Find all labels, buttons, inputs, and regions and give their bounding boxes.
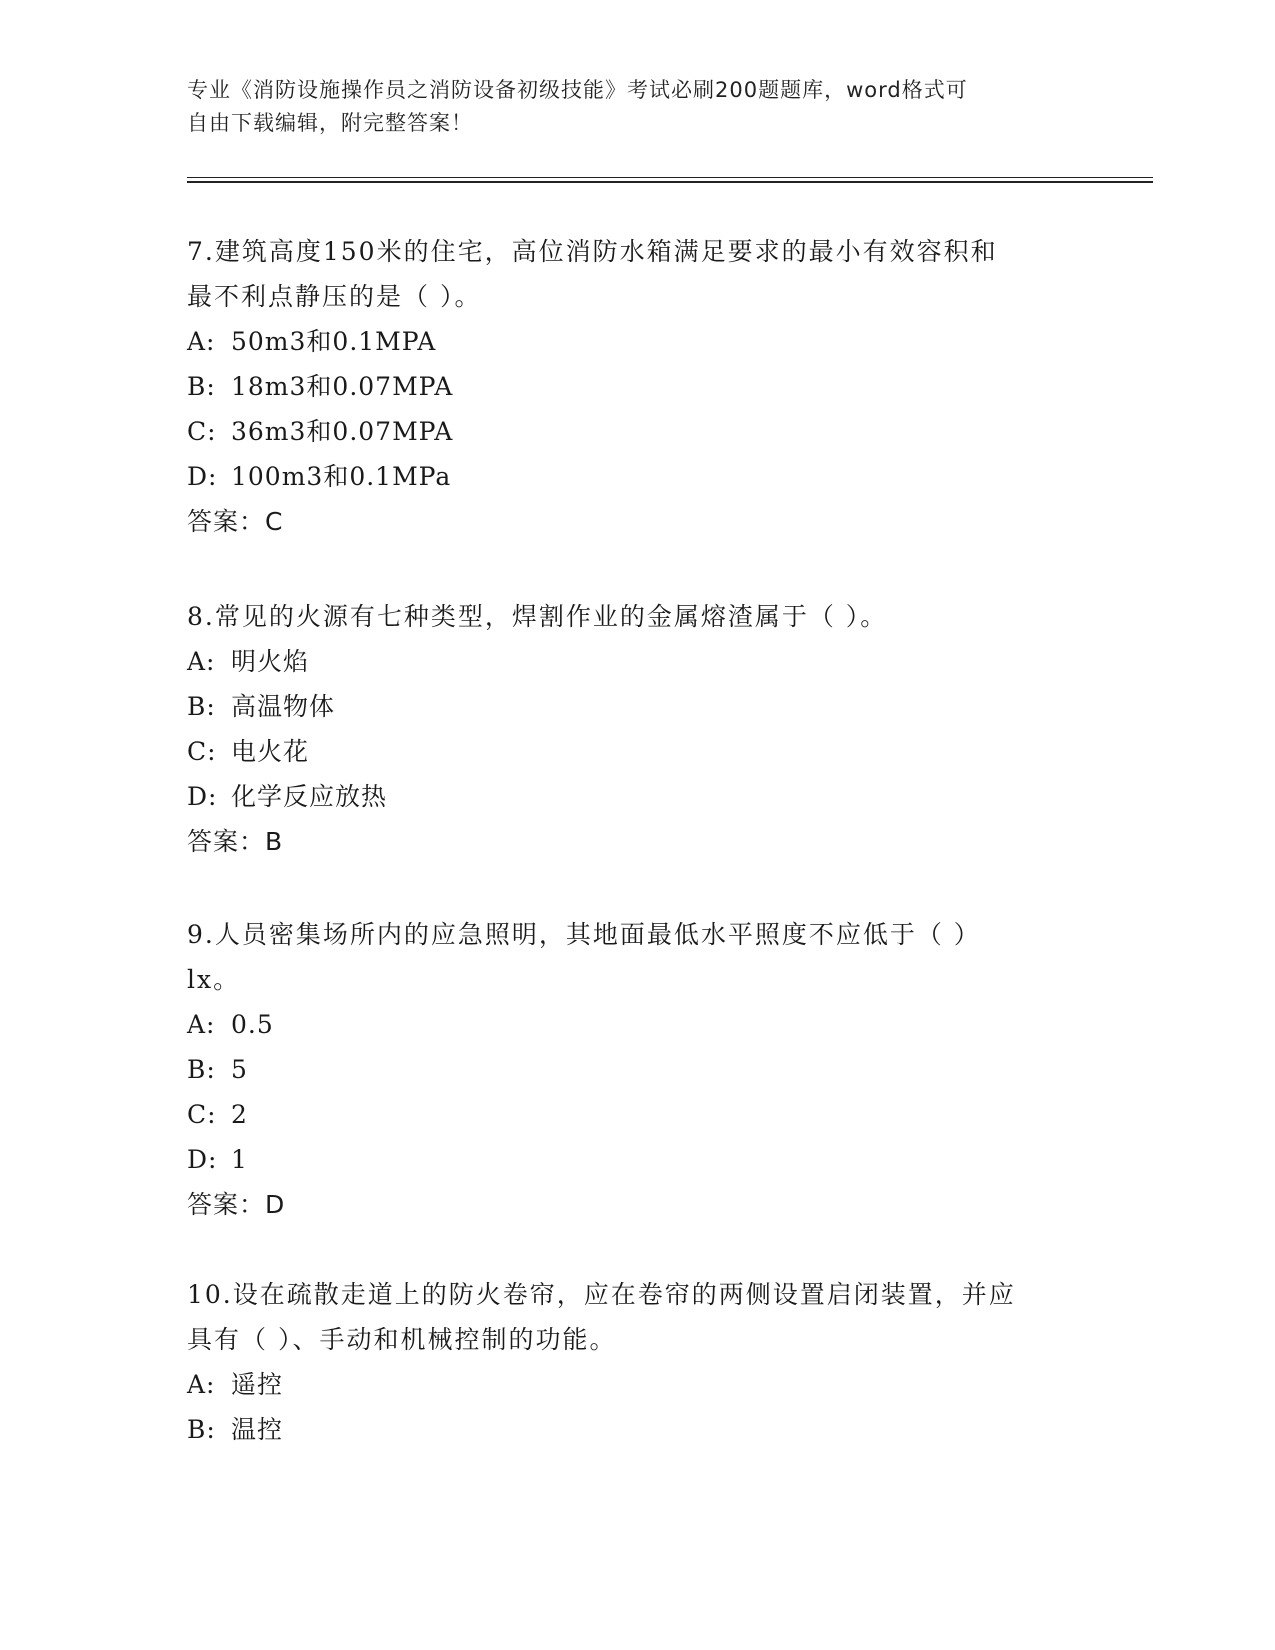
option-letter: D: (187, 1145, 218, 1174)
question-9 (187, 912, 1087, 1227)
option-b (187, 684, 1087, 729)
option-a (187, 1362, 1087, 1407)
document-header (187, 74, 1087, 140)
question-text-cont: 最不利点静压的是（ ）。 (187, 282, 482, 311)
option-b (187, 1047, 1087, 1092)
header-line-1: 专业《消防设施操作员之消防设备初级技能》考试必刷200题题库，word格式可 (187, 78, 968, 102)
option-letter: A: (187, 647, 216, 676)
option-d (187, 454, 1087, 499)
option-a (187, 1002, 1087, 1047)
option-letter: D: (187, 782, 218, 811)
option-text: 18m3和0.07MPA (231, 372, 454, 401)
option-text: 化学反应放热 (231, 782, 388, 811)
option-text: 温控 (231, 1415, 284, 1444)
option-letter: A: (187, 1370, 216, 1399)
question-7 (187, 229, 1087, 544)
option-letter: C: (187, 417, 217, 446)
option-a (187, 319, 1087, 364)
question-text: 10.设在疏散走道上的防火卷帘，应在卷帘的两侧设置启闭装置，并应 (187, 1280, 1016, 1309)
question-text: 8.常见的火源有七种类型，焊割作业的金属熔渣属于（ ）。 (187, 602, 888, 631)
question-text-cont: 具有（ ）、手动和机械控制的功能。 (187, 1325, 617, 1354)
option-letter: A: (187, 1010, 216, 1039)
option-b (187, 364, 1087, 409)
answer-line: 答案：C (187, 507, 284, 536)
option-letter: B: (187, 1055, 216, 1084)
question-8 (187, 594, 1087, 864)
option-text: 50m3和0.1MPA (231, 327, 437, 356)
header-divider-thin (187, 177, 1153, 178)
option-text: 遥控 (231, 1370, 284, 1399)
option-d (187, 1137, 1087, 1182)
option-letter: C: (187, 737, 217, 766)
question-text: 9.人员密集场所内的应急照明，其地面最低水平照度不应低于（ ） (187, 920, 981, 949)
option-letter: B: (187, 692, 216, 721)
option-c (187, 409, 1087, 454)
option-letter: B: (187, 372, 216, 401)
option-letter: B: (187, 1415, 216, 1444)
option-c (187, 729, 1087, 774)
option-d (187, 774, 1087, 819)
option-text: 高温物体 (231, 692, 336, 721)
answer-line: 答案：B (187, 827, 284, 856)
option-letter: D: (187, 462, 218, 491)
option-text: 0.5 (231, 1010, 274, 1039)
option-text: 1 (231, 1145, 248, 1174)
option-text: 明火焰 (231, 647, 310, 676)
question-10 (187, 1272, 1087, 1452)
option-c (187, 1092, 1087, 1137)
question-text: 7.建筑高度150米的住宅，高位消防水箱满足要求的最小有效容积和 (187, 237, 998, 266)
answer-line: 答案：D (187, 1190, 286, 1219)
option-text: 2 (231, 1100, 248, 1129)
option-text: 36m3和0.07MPA (231, 417, 454, 446)
option-b (187, 1407, 1087, 1452)
option-text: 100m3和0.1MPa (231, 462, 452, 491)
question-text-cont: lx。 (187, 965, 241, 994)
option-letter: C: (187, 1100, 217, 1129)
header-divider-thick (187, 181, 1153, 183)
option-letter: A: (187, 327, 216, 356)
option-text: 5 (231, 1055, 248, 1084)
header-line-2: 自由下载编辑，附完整答案！ (187, 111, 473, 135)
option-a (187, 639, 1087, 684)
option-text: 电火花 (231, 737, 310, 766)
